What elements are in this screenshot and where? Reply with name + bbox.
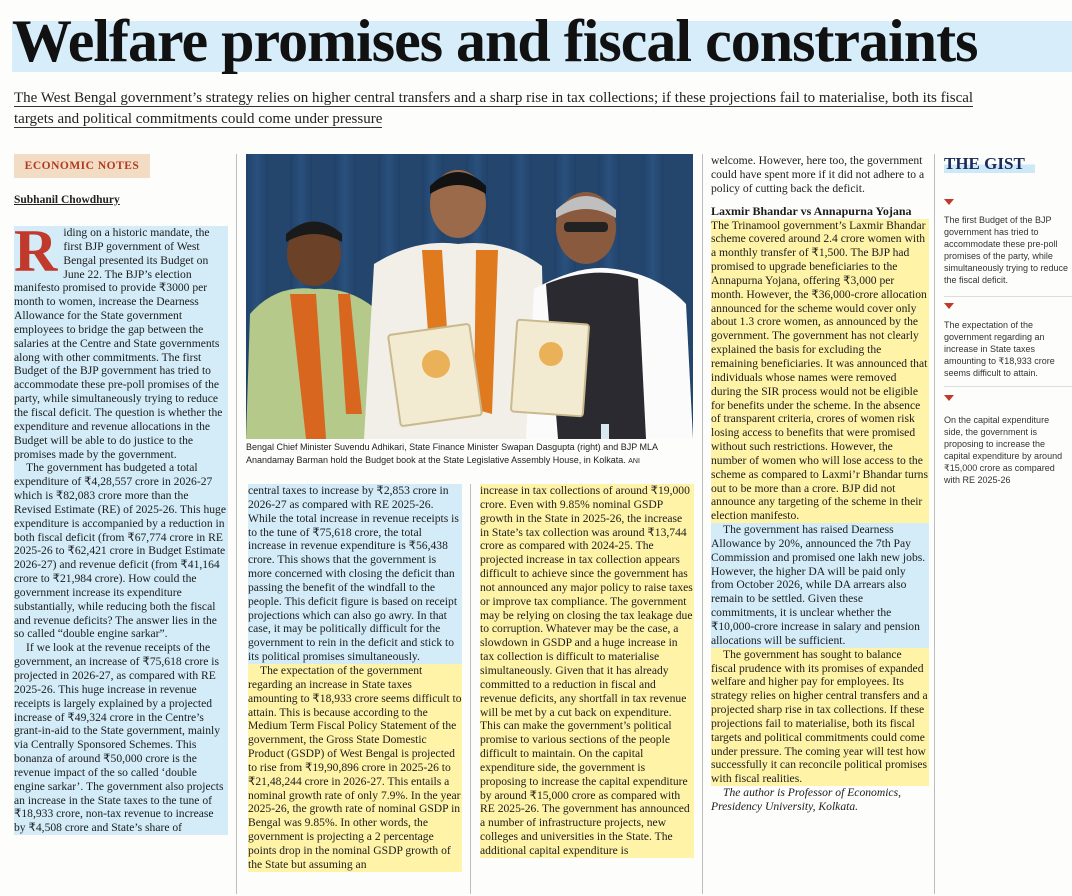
caption-text: Bengal Chief Minister Suvendu Adhikari, State Finance Minister Swapan Dasgupta (right) and BJP MLA Anandamay Barman hold the Budget book at the State Legislative Assembly House, in Kolkata. — [246, 442, 658, 465]
column-divider — [934, 154, 935, 894]
author-note: The author is Professor of Economics, Presidency University, Kolkata. — [711, 786, 901, 813]
gist-item: On the capital expenditure side, the government is proposing to increase the capital expenditure by around ₹15,000 crore as compared with RE 2025-26 — [944, 415, 1063, 485]
divider — [944, 296, 1072, 297]
bullet-triangle-icon — [944, 199, 954, 205]
standfirst — [14, 88, 994, 130]
bullet-triangle-icon — [944, 303, 954, 309]
article-column-4 — [711, 154, 929, 896]
paragraph: The expectation of the government regarding an increase in State taxes amounting to ₹18,933 crore seems difficult to attain. This is because according to the Medium Term Fiscal Policy Statement of the government, the Gross State Domestic Product (GSDP) of West Bengal is projected to rise from ₹19,90,896 crore in 2025-26 to ₹21,48,244 crore in 2026-27. This entails a nominal growth rate of only 7.9%. In the year 2025-26, the growth rate of nominal GSDP in Bengal was 9.85%. In other words, the government is projecting a 2 percentage points drop in the nominal GSDP growth of the State but assuming an — [248, 663, 462, 871]
paragraph: If we look at the revenue receipts of the government, an increase of ₹75,618 crore is projected in 2026-27, as compared with RE 2025-26. This huge increase in revenue receipts is largely explained by a projected increase of ₹49,324 crore in the Centre’s grant-in-aid to the State government, mainly via Centrally Sponsored Schemes. This bonanza of around ₹50,000 crore is the revenue impact of the so called ‘double engine sarkar’. The government also projects an increase in the State taxes to the tune of ₹18,933 crore, non-tax revenue to increase by ₹4,508 crore and State’s share of — [14, 641, 228, 835]
paragraph: central taxes to increase by ₹2,853 crore in 2026-27 as compared with RE 2025-26. While the total increase in revenue receipts is to the tune of ₹75,618 crore, the total increase in revenue expenditure is ₹56,438 crore. This shows that the government is more concerned with closing the deficit than passing the benefit of the windfall to the people. This deficit figure is based on receipt projections which can also go awry. In that case, it may be politically difficult for the government to rein in the deficit and stick to its political promises simultaneously. — [248, 484, 462, 664]
photo-credit: ANI — [628, 458, 640, 465]
article-column-3 — [480, 484, 694, 896]
gist-item: The first Budget of the BJP government has tried to accommodate these pre-poll promises of the party, while simultaneously trying to reduce the fiscal deficit. — [944, 215, 1069, 285]
column-divider — [236, 154, 237, 894]
article-column-2 — [248, 484, 462, 896]
paragraph: The government has raised Dearness Allowance by 20%, announced the 7th Pay Commission and promised one lakh new jobs. However, the higher DA will be paid only from October 2026, while DA arrears also remain to be settled. Given these commitments, it is unclear whether the ₹10,000-crore increase in salary and pension allocations will be sufficient. — [711, 523, 929, 648]
gist-title-text: THE GIST — [944, 154, 1035, 173]
section-tag: ECONOMIC NOTES — [14, 154, 150, 178]
article-column-1 — [14, 226, 228, 896]
paragraph: The Trinamool government’s Laxmir Bhandar scheme covered around 2.4 crore women with a monthly transfer of ₹1,500. The BJP had promised to upgrade beneficiaries to the Annapurna Yojana, offering ₹3,000 per month. However, the ₹36,000-crore allocation announced for the scheme would cover only about 1.3 crore women, as announced by the government. The government has not clearly explained the basis for excluding the remaining beneficiaries. It was announced that individuals whose names were removed during the SIR process would not be eligible for benefits under the scheme. In the absence of transparent criteria, crores of women risk losing access to benefits that were promised without such restrictions. However, the number of women who will lose access to the scheme as compared to Laxmi’r Bhandar turns out to be more than a crore. BJP did not announce any targeting of the scheme in their election manifesto. — [711, 218, 928, 523]
column-divider — [702, 154, 703, 894]
gist-title — [944, 154, 1035, 174]
paragraph: iding on a historic mandate, the first BJP government of West Bengal presented its Budget on June 22. The BJP’s election manifesto promised to provide ₹3000 per month to women, increase the Dearness Allowance for the State government employees to bridge the gap between the salaries at the Centre and State governments along with other commitments. The first Budget of the BJP government has tried to accommodate these pre-poll promises of the party, while simultaneously trying to reduce the fiscal deficit. The question is whether the expenditure and revenue allocations in the Budget will be able to do justice to the promises made by the government. — [14, 226, 228, 461]
photo-illustration — [246, 154, 693, 439]
budget-photo — [246, 154, 693, 439]
drop-cap: R — [14, 226, 58, 284]
divider — [944, 386, 1072, 387]
subheading: Laxmir Bhandar vs Annapurna Yojana — [711, 203, 912, 218]
column-divider — [470, 484, 471, 894]
headline: Welfare promises and fiscal constraints — [12, 10, 1072, 72]
paragraph: The government has budgeted a total expenditure of ₹4,28,557 crore in 2026-27 which is ₹82,083 crore more than the Revised Estimate (RE) of 2025-26. This huge expenditure is accompanied by a reduction in both fiscal deficit (from ₹67,774 crore in RE 2025-26 to ₹62,421 crore in Budget Estimate 2026-27) and revenue deficit (from ₹41,164 crore to ₹21,984 crore). How could the government increase its expenditure substantially, while reducing both the fiscal and revenue deficits? The answer lies in the so called “double engine sarkar”. — [14, 461, 228, 641]
gist-item: The expectation of the government regarding an increase in State taxes amounting to ₹18,933 crore seems difficult to attain. — [944, 320, 1055, 378]
paragraph: The government has sought to balance fiscal prudence with its promises of expanded welfare and higher pay for employees. Its strategy relies on higher central transfers and a projected sharp rise in tax collections. If these projections fail to materialise, both its fiscal targets and political commitments could come under pressure. The coming year will test how successfully it can reconcile political promises with fiscal realities. — [711, 647, 928, 786]
paragraph: welcome. However, here too, the government could have spent more if it did not adhere to a policy of cutting back the deficit. — [711, 154, 925, 195]
standfirst-text: The West Bengal government’s strategy relies on higher central transfers and a sharp rise in tax collections; if these projections fail to materialise, both its fiscal targets and political commitments could come under pressure — [14, 90, 974, 127]
byline[interactable]: Subhanil Chowdhury — [14, 194, 120, 206]
bullet-triangle-icon — [944, 395, 954, 401]
paragraph: increase in tax collections of around ₹19,000 crore. Even with 9.85% nominal GSDP growth in the State in 2025-26, the increase in State’s tax collection was around ₹13,744 crore as compared with 2024-25. The projected increase in tax collection appears difficult to achieve since the government has not announced any major policy to raise taxes or improve tax compliance. The government may be relying on closing the tax leakage due to corruption. Whatever may be the case, a slowdown in GSDP and a huge increase in tax collection is difficult to materialise simultaneously. Given that it has already committed to a reduction in fiscal and revenue deficits, any shortfall in tax revenue will be met by a cut back on expenditure. This can make the government’s political promise to various sections of the people difficult to maintain. On the capital expenditure side, the government is proposing to increase the capital expenditure by around ₹15,000 crore as compared with RE 2025-26. The government has announced a number of infrastructure projects, new colleges and universities in the State. The additional capital expenditure is — [480, 484, 693, 857]
photo-caption — [246, 441, 696, 468]
